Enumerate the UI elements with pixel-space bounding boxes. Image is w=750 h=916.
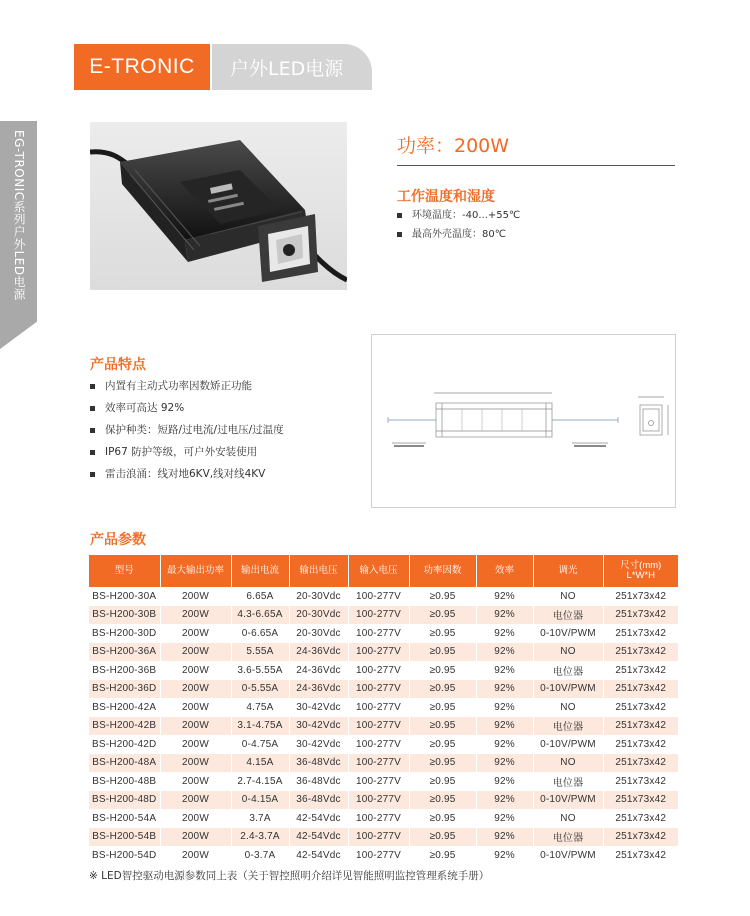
bullet-icon xyxy=(90,450,95,455)
table-cell: 0-6.65A xyxy=(231,624,289,643)
params-table xyxy=(89,555,678,865)
table-cell: BS-H200-42D xyxy=(89,735,160,754)
led-driver-image xyxy=(90,122,347,290)
table-cell: 24-36Vdc xyxy=(289,661,348,680)
table-cell: ≥0.95 xyxy=(409,772,476,791)
table-cell: NO xyxy=(533,754,603,773)
table-cell: BS-H200-48D xyxy=(89,791,160,810)
footnote: ※ LED智控驱动电源参数同上表（关于智控照明介绍详见智能照明监控管理系统手册） xyxy=(89,870,490,882)
table-cell: 100-277V xyxy=(348,772,409,791)
col-header: 效率 xyxy=(476,555,533,587)
list-item: 最高外壳温度：80℃ xyxy=(397,225,520,244)
table-cell: 92% xyxy=(476,587,533,606)
table-cell: 4.3-6.65A xyxy=(231,606,289,625)
table-cell: 20-30Vdc xyxy=(289,624,348,643)
table-cell: ≥0.95 xyxy=(409,735,476,754)
table-cell: BS-H200-30B xyxy=(89,606,160,625)
table-cell: ≥0.95 xyxy=(409,717,476,736)
params-title: 产品参数 xyxy=(90,532,146,548)
table-cell: 100-277V xyxy=(348,643,409,662)
col-header: 型号 xyxy=(89,555,160,587)
col-header: 输出电流 xyxy=(231,555,289,587)
table-cell: 24-36Vdc xyxy=(289,680,348,699)
table-cell: 200W xyxy=(160,680,231,699)
bullet-icon xyxy=(90,428,95,433)
table-cell: BS-H200-30D xyxy=(89,624,160,643)
table-cell: 100-277V xyxy=(348,661,409,680)
product-photo xyxy=(90,122,347,290)
table-cell: ≥0.95 xyxy=(409,846,476,865)
table-cell: 251x73x42 xyxy=(603,791,678,810)
table-cell: 92% xyxy=(476,606,533,625)
table-cell: 92% xyxy=(476,809,533,828)
list-item: 雷击浪涌：线对地6KV,线对线4KV xyxy=(90,463,284,485)
table-cell: 0-10V/PWM xyxy=(533,735,603,754)
table-cell: ≥0.95 xyxy=(409,624,476,643)
table-cell: ≥0.95 xyxy=(409,587,476,606)
table-cell: BS-H200-54B xyxy=(89,828,160,847)
table-cell: 30-42Vdc xyxy=(289,735,348,754)
table-row xyxy=(89,606,678,625)
bullet-icon xyxy=(90,472,95,477)
table-cell: 100-277V xyxy=(348,606,409,625)
env-list xyxy=(397,206,520,244)
env-title: 工作温度和湿度 xyxy=(397,189,495,205)
table-cell: 92% xyxy=(476,717,533,736)
table-cell: 200W xyxy=(160,661,231,680)
table-row xyxy=(89,624,678,643)
table-cell: 100-277V xyxy=(348,698,409,717)
table-cell: 36-48Vdc xyxy=(289,754,348,773)
table-cell: 100-277V xyxy=(348,624,409,643)
table-cell: 36-48Vdc xyxy=(289,791,348,810)
table-cell: ≥0.95 xyxy=(409,698,476,717)
list-item: 环境温度：-40...+55℃ xyxy=(397,206,520,225)
table-cell: 92% xyxy=(476,735,533,754)
table-cell: 251x73x42 xyxy=(603,717,678,736)
table-cell: 0-10V/PWM xyxy=(533,791,603,810)
table-cell: ≥0.95 xyxy=(409,809,476,828)
table-cell: 92% xyxy=(476,643,533,662)
table-cell: NO xyxy=(533,643,603,662)
table-cell: 2.7-4.15A xyxy=(231,772,289,791)
list-item: 保护种类：短路/过电流/过电压/过温度 xyxy=(90,419,284,441)
table-cell: 251x73x42 xyxy=(615,738,667,750)
table-cell: 4.15A xyxy=(231,754,289,773)
table-cell: 36-48Vdc xyxy=(289,772,348,791)
table-cell: ≥0.95 xyxy=(409,606,476,625)
table-cell: 2.4-3.7A xyxy=(231,828,289,847)
table-cell: 24-36Vdc xyxy=(289,643,348,662)
table-cell: 20-30Vdc xyxy=(289,587,348,606)
table-cell: 3.7A xyxy=(231,809,289,828)
table-cell: 251x73x42 xyxy=(603,680,678,699)
table-cell: 5.55A xyxy=(231,643,289,662)
table-cell: ≥0.95 xyxy=(409,661,476,680)
table-cell: BS-H200-36A xyxy=(89,643,160,662)
table-cell: 92% xyxy=(476,772,533,791)
features-title: 产品特点 xyxy=(90,357,146,373)
table-cell: ≥0.95 xyxy=(409,828,476,847)
table-cell: NO xyxy=(533,809,603,828)
table-cell: 251x73x42 xyxy=(615,627,667,639)
bullet-icon xyxy=(397,232,402,237)
divider xyxy=(397,165,675,166)
table-cell: BS-H200-48A xyxy=(89,754,160,773)
table-cell: 251x73x42 xyxy=(603,643,678,662)
table-row xyxy=(89,717,678,736)
table-cell: 200W xyxy=(160,624,231,643)
table-cell: 3.1-4.75A xyxy=(231,717,289,736)
list-item: 效率可高达 92% xyxy=(90,397,284,419)
side-label: EG-TRONIC系列户外LED电源 xyxy=(12,130,26,301)
features-list xyxy=(90,375,284,485)
table-row xyxy=(89,680,678,699)
table-cell: 251x73x42 xyxy=(615,701,667,713)
table-cell: BS-H200-30A xyxy=(89,587,160,606)
table-cell: 251x73x42 xyxy=(603,606,678,625)
table-cell: 4.75A xyxy=(231,698,289,717)
table-cell: 251x73x42 xyxy=(615,849,667,861)
table-cell: 100-277V xyxy=(348,809,409,828)
table-row xyxy=(89,735,678,754)
dimension-drawing xyxy=(371,334,676,508)
table-cell: 92% xyxy=(476,680,533,699)
table-cell: 电位器 xyxy=(533,661,603,680)
bullet-icon xyxy=(397,213,402,218)
table-cell: 200W xyxy=(160,717,231,736)
table-cell: 0-10V/PWM xyxy=(533,846,603,865)
table-cell: 0-3.7A xyxy=(231,846,289,865)
col-header: 调光 xyxy=(533,555,603,587)
table-cell: 100-277V xyxy=(348,587,409,606)
table-cell: 3.6-5.55A xyxy=(231,661,289,680)
table-cell: 92% xyxy=(476,624,533,643)
table-cell: 251x73x42 xyxy=(615,775,667,787)
table-cell: 200W xyxy=(160,809,231,828)
table-cell: NO xyxy=(533,587,603,606)
table-row xyxy=(89,846,678,865)
table-cell: 0-4.75A xyxy=(231,735,289,754)
bullet-icon xyxy=(90,384,95,389)
table-cell: 200W xyxy=(160,698,231,717)
table-cell: 0-10V/PWM xyxy=(533,624,603,643)
table-cell: 100-277V xyxy=(348,791,409,810)
table-cell: 200W xyxy=(160,754,231,773)
table-cell: 100-277V xyxy=(348,717,409,736)
col-header: 最大输出功率 xyxy=(160,555,231,587)
table-cell: 251x73x42 xyxy=(603,828,678,847)
table-cell: 92% xyxy=(476,661,533,680)
table-cell: 92% xyxy=(476,791,533,810)
params-body xyxy=(89,587,678,865)
table-header-row xyxy=(89,555,678,587)
table-cell: 92% xyxy=(476,754,533,773)
table-cell: 电位器 xyxy=(533,772,603,791)
table-cell: ≥0.95 xyxy=(409,680,476,699)
col-header: 输出电压 xyxy=(289,555,348,587)
table-cell: 251x73x42 xyxy=(615,664,667,676)
list-item: IP67 防护等级，可户外安装使用 xyxy=(90,441,284,463)
table-row xyxy=(89,643,678,662)
table-cell: ≥0.95 xyxy=(409,791,476,810)
bullet-icon xyxy=(90,406,95,411)
table-cell: 100-277V xyxy=(348,680,409,699)
table-cell: BS-H200-48B xyxy=(89,772,160,791)
table-cell: 92% xyxy=(476,828,533,847)
col-header: 功率因数 xyxy=(409,555,476,587)
category-tab: 户外LED电源 xyxy=(212,44,372,90)
table-cell: 100-277V xyxy=(348,828,409,847)
table-row xyxy=(89,698,678,717)
table-cell: 0-5.55A xyxy=(231,680,289,699)
table-row xyxy=(89,809,678,828)
table-cell: 92% xyxy=(476,698,533,717)
table-row xyxy=(89,754,678,773)
table-cell: 200W xyxy=(160,606,231,625)
table-row xyxy=(89,587,678,606)
table-cell: BS-H200-36B xyxy=(89,661,160,680)
table-cell: 0-10V/PWM xyxy=(533,680,603,699)
table-row xyxy=(89,661,678,680)
col-header: 输入电压 xyxy=(348,555,409,587)
table-cell: 200W xyxy=(160,828,231,847)
table-cell: 200W xyxy=(160,643,231,662)
table-cell: ≥0.95 xyxy=(409,754,476,773)
table-cell: 电位器 xyxy=(533,828,603,847)
table-cell: 6.65A xyxy=(231,587,289,606)
table-cell: 42-54Vdc xyxy=(289,846,348,865)
table-cell: 200W xyxy=(160,772,231,791)
table-cell: 251x73x42 xyxy=(603,754,678,773)
table-cell: 251x73x42 xyxy=(615,812,667,824)
table-cell: 电位器 xyxy=(533,606,603,625)
table-cell: 200W xyxy=(160,791,231,810)
brand-tab: E-TRONIC xyxy=(74,44,210,90)
table-cell: 100-277V xyxy=(348,735,409,754)
table-cell: BS-H200-54A xyxy=(89,809,160,828)
outline-drawing-image xyxy=(372,335,675,507)
table-cell: NO xyxy=(533,698,603,717)
table-cell: ≥0.95 xyxy=(409,643,476,662)
table-cell: BS-H200-42B xyxy=(89,717,160,736)
table-cell: 251x73x42 xyxy=(615,590,667,602)
table-cell: 92% xyxy=(476,846,533,865)
table-cell: 200W xyxy=(160,735,231,754)
table-cell: 30-42Vdc xyxy=(289,698,348,717)
table-cell: 42-54Vdc xyxy=(289,809,348,828)
table-cell: 100-277V xyxy=(348,754,409,773)
table-cell: 100-277V xyxy=(348,846,409,865)
table-cell: BS-H200-42A xyxy=(89,698,160,717)
table-cell: 电位器 xyxy=(533,717,603,736)
table-cell: BS-H200-54D xyxy=(89,846,160,865)
table-cell: 0-4.15A xyxy=(231,791,289,810)
power-rating: 功率：200W xyxy=(397,135,510,157)
table-row xyxy=(89,772,678,791)
table-cell: BS-H200-36D xyxy=(89,680,160,699)
table-cell: 42-54Vdc xyxy=(289,828,348,847)
table-cell: 30-42Vdc xyxy=(289,717,348,736)
table-row xyxy=(89,791,678,810)
table-cell: 200W xyxy=(160,587,231,606)
table-cell: 20-30Vdc xyxy=(289,606,348,625)
list-item: 内置有主动式功率因数矫正功能 xyxy=(90,375,284,397)
table-cell: 200W xyxy=(160,846,231,865)
col-header: 尺寸(mm) L*W*H xyxy=(603,555,678,587)
table-row xyxy=(89,828,678,847)
